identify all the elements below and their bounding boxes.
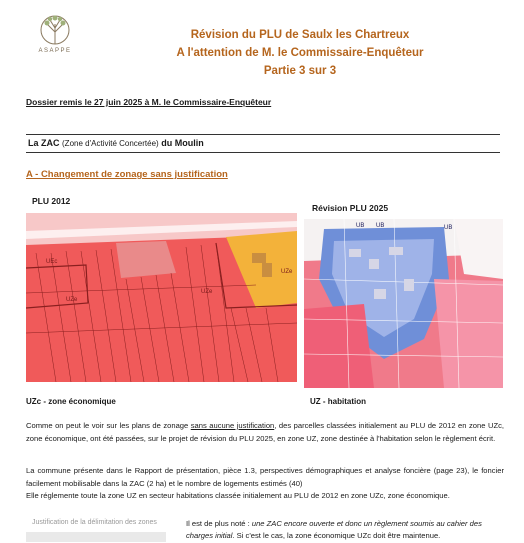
title-line-2: A l'attention de M. le Commissaire-Enquêteur: [176, 47, 424, 59]
paragraph-2: [26, 465, 504, 503]
zac-heading-box: [26, 134, 500, 153]
paragraph-1: [26, 420, 504, 445]
map-left-label-1: UEc: [46, 259, 58, 265]
section-a-heading: A - Changement de zonage sans justification: [26, 169, 228, 180]
note-italic: une ZAC encore ouverte et donc un règlement soumis au cahier des charges initial: [186, 519, 482, 540]
map-right-title: Révision PLU 2025: [312, 203, 389, 213]
justification-label: Justification de la délimitation des zones: [32, 519, 157, 526]
map-left-title: PLU 2012: [32, 196, 71, 206]
map-left-caption: UZc - zone économique: [26, 397, 116, 406]
paragraph-1-underlined: sans aucune justification: [190, 421, 275, 430]
note-paragraph: [186, 518, 506, 542]
note-part-1: Il est de plus noté :: [186, 519, 252, 528]
note-part-2: . Si c'est le cas, la zone économique UZc doit être maintenue.: [232, 531, 441, 540]
map-left-label-4: UZe: [281, 269, 293, 275]
zac-heading: [28, 138, 204, 148]
dossier-date: Dossier remis le 27 juin 2025 à M. le Commissaire-Enquêteur: [26, 97, 272, 107]
zac-prefix: La ZAC: [28, 138, 60, 148]
map-left-label-3: UZe: [201, 289, 213, 295]
map-left-label-2: UZe: [66, 297, 78, 303]
paragraph-1-part-2: , des parcelles classées initialement au PLU de 2012 en zone UZc, zone économique, ont été passées, sur le projet de révision du PLU 2025, en zone UZ, zone destinée à l'habitation selon le règlement écrit.: [26, 421, 504, 443]
justification-placeholder: [26, 532, 166, 542]
logo-text: ASAPPE: [38, 48, 72, 54]
map-right-label-2: UB: [376, 223, 385, 229]
zac-paren: (Zone d'Activité Concertée): [62, 139, 159, 148]
plu-2025-map: [304, 219, 503, 388]
zac-suffix: du Moulin: [161, 138, 204, 148]
asappe-logo: [30, 10, 80, 62]
paragraph-1-part-1: Comme on peut le voir sur les plans de zonage: [26, 421, 191, 430]
title-line-1: Révision du PLU de Saulx les Chartreux: [190, 29, 410, 41]
map-right-caption: UZ - habitation: [310, 397, 366, 406]
paragraph-2-line-2: Elle réglemente toute la zone UZ en secteur habitations classée initialement au PLU de 2012 en zone UZc, zone économique.: [26, 491, 450, 500]
paragraph-2-line-1: La commune présente dans le Rapport de présentation, pièce 1.3, perspectives démographiques et analyse foncière (page 23), le foncier facilement mobilisable dans la ZAC (2 ha) et le nombre de logements estimés (40): [26, 466, 504, 488]
document-title: [150, 26, 450, 80]
map-right-label-3: UB: [444, 225, 453, 231]
plu-2012-map: [26, 213, 297, 382]
map-right-label-1: UB: [356, 223, 365, 229]
title-line-3: Partie 3 sur 3: [263, 65, 337, 77]
